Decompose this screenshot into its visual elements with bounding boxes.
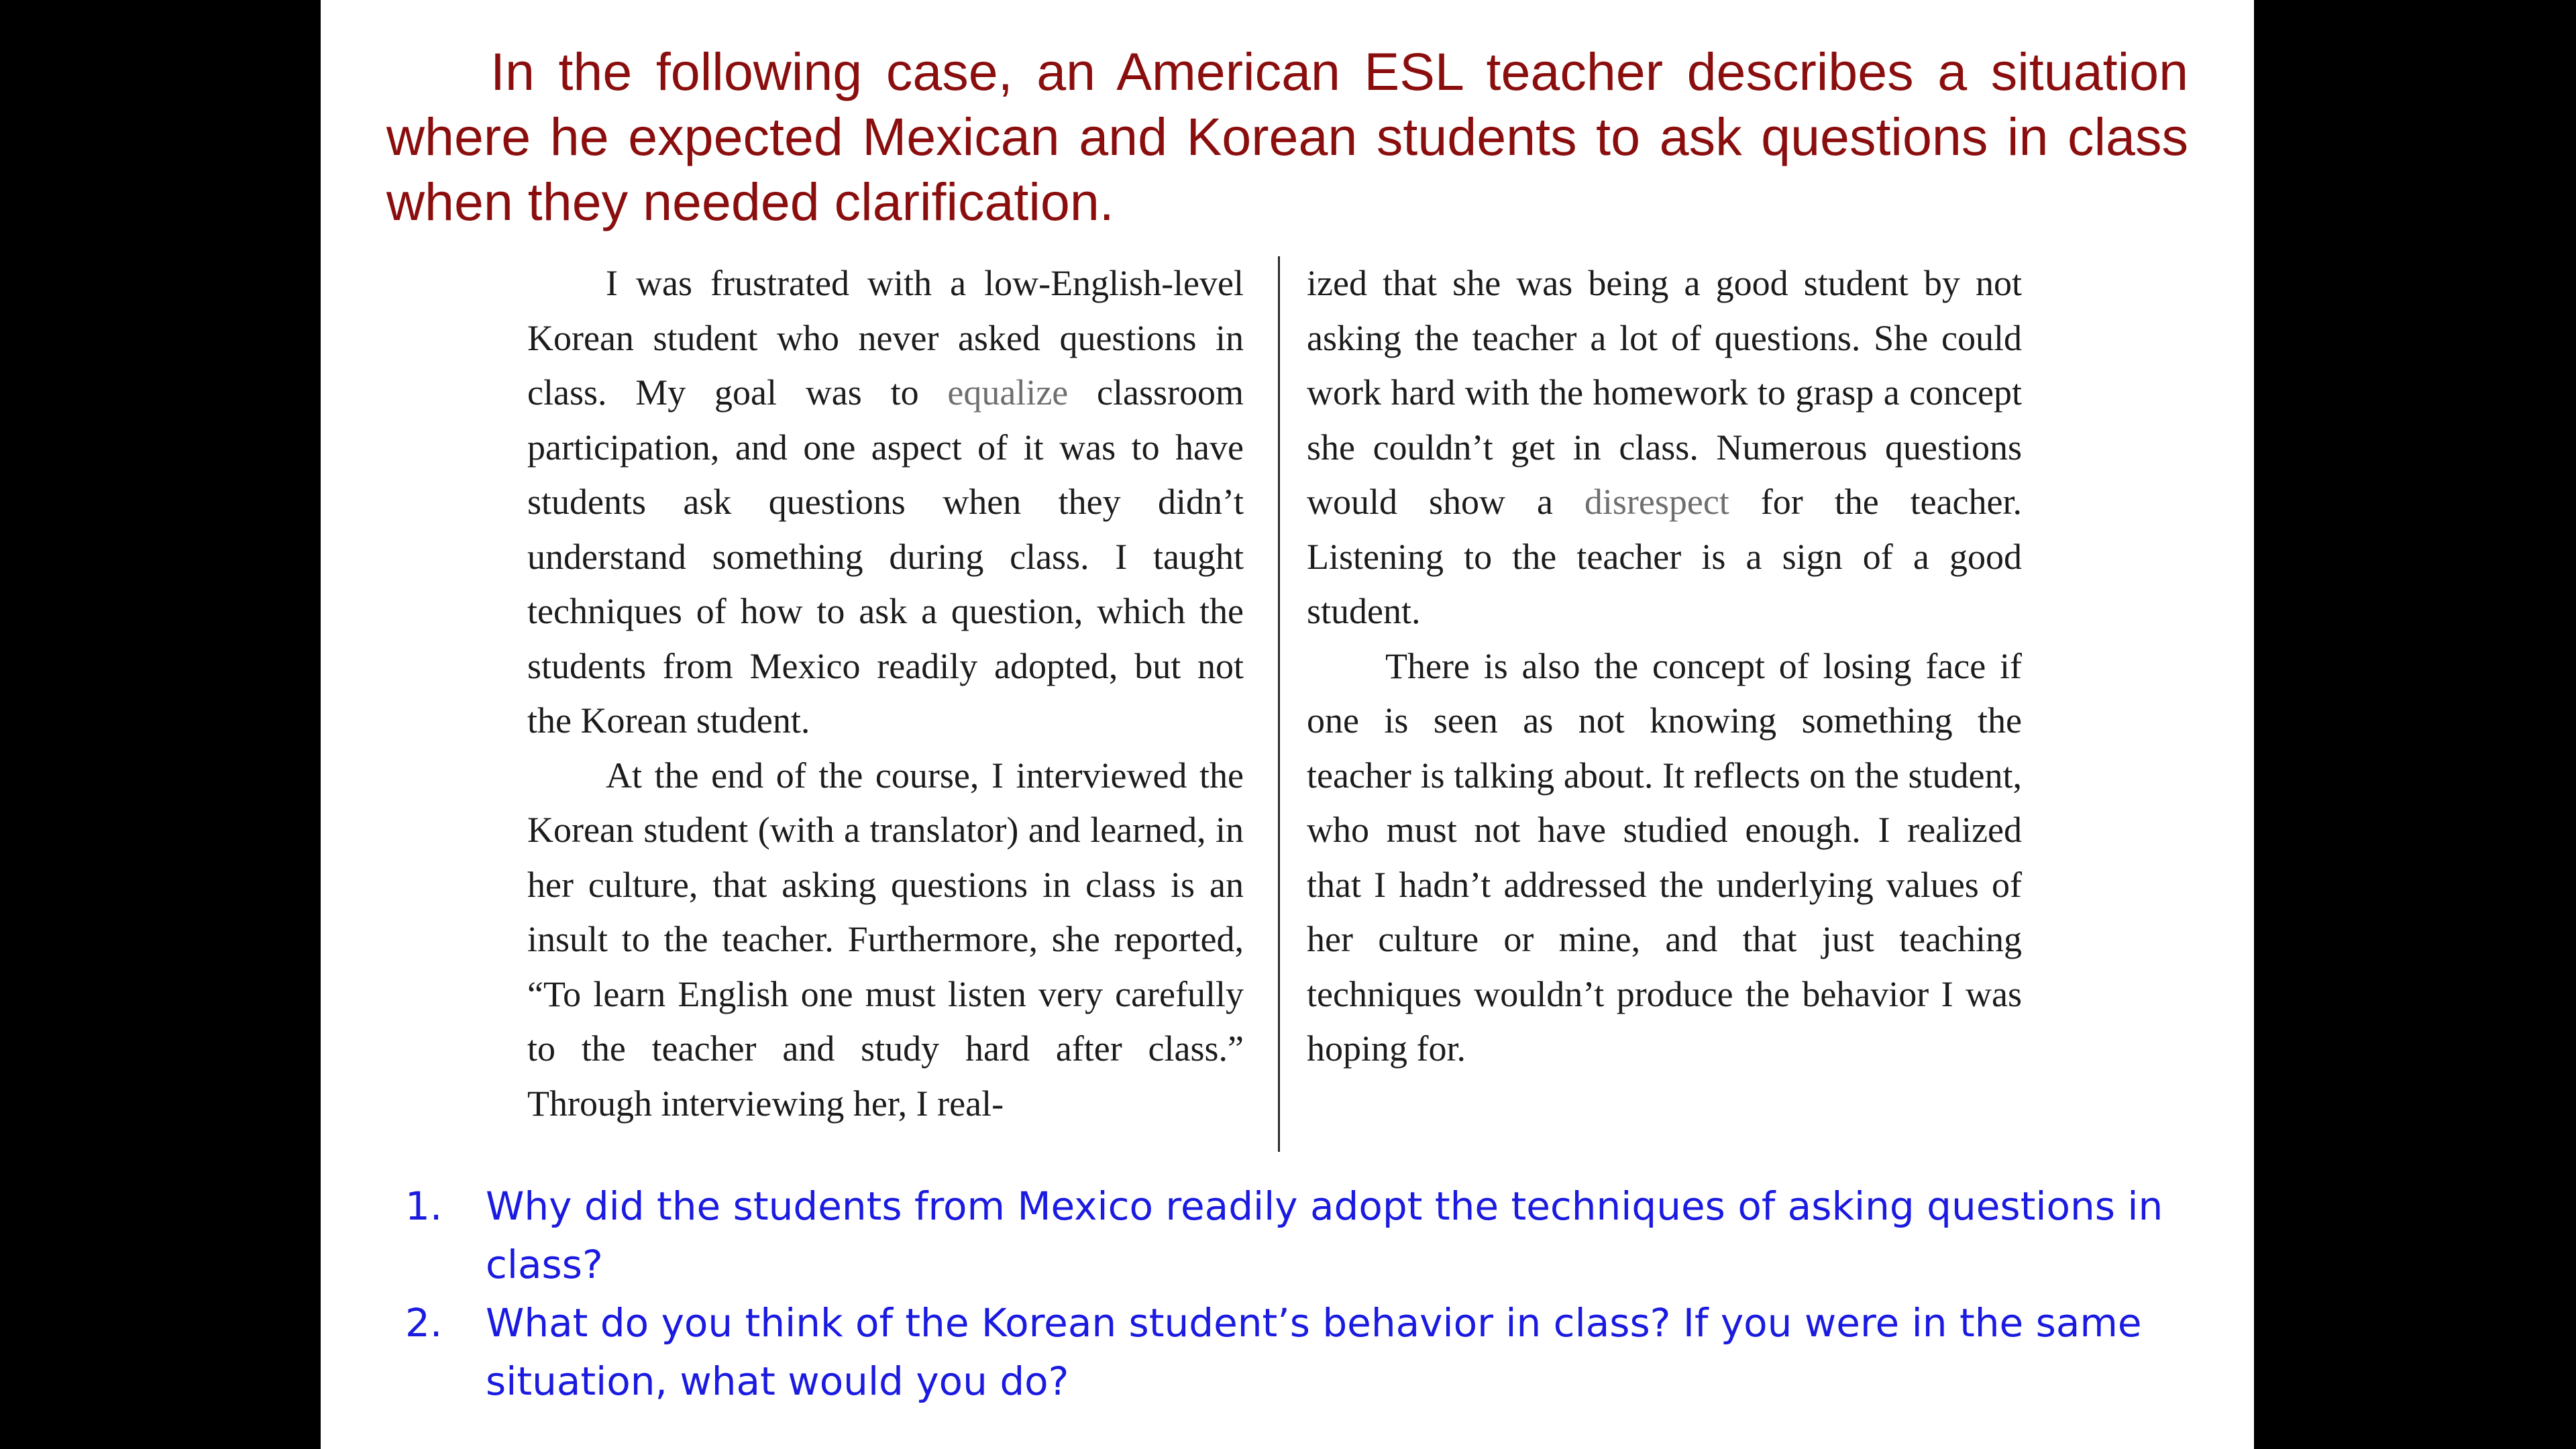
intro-paragraph: In the following case, an American ESL teacher describes a situation where he expected Mexican and Korean students to ask questions in class when they needed clarification.	[386, 42, 2188, 231]
excerpt-text: I was frustrated with a low-English-level Korean student who never asked questions in class. My goal was to	[527, 263, 1244, 413]
excerpt-column-left	[527, 256, 1244, 1131]
question-text: What do you think of the Korean student’s behavior in class? If you were in the same situation, what would you do?	[486, 1300, 2142, 1404]
question-number: 1.	[405, 1183, 443, 1229]
excerpt-paragraph-2: At the end of the course, I interviewed the Korean student (with a translator) and learned, in her culture, that asking questions in class is an insult to the teacher. Furthermore, she reported, “To learn English one must listen very carefully to the teacher and study hard after class.” Through interviewing her, I real-	[527, 755, 1244, 1124]
highlighted-word-disrespect: disrespect	[1584, 482, 1729, 522]
excerpt-paragraph-1	[527, 256, 1244, 749]
highlighted-word-equalize: equalize	[947, 372, 1069, 413]
question-text: Why did the students from Mexico readily adopt the techniques of asking questions in class?	[486, 1183, 2163, 1287]
question-item	[405, 1294, 2190, 1411]
question-number: 2.	[405, 1300, 443, 1346]
excerpt-paragraph-2-continued	[1307, 256, 2022, 639]
excerpt-column-right	[1307, 256, 2022, 1077]
discussion-questions	[405, 1177, 2190, 1411]
question-item	[405, 1177, 2190, 1294]
excerpt-text: ized that she was being a good student by not asking the teacher a lot of questions. She could work hard with the homework to grasp a concept she couldn’t get in class. Numerous questions would show a	[1307, 263, 2022, 522]
column-divider	[1278, 256, 1280, 1152]
excerpt-text: classroom participation, and one aspect of it was to have students ask questions when they didn’t understand something during class. I taught techniques of how to ask a question, which the students from Mexico readily adopted, but not the Korean student.	[527, 372, 1244, 741]
excerpt-text: for the teacher. Listening to the teacher is a sign of a good student.	[1307, 482, 2023, 631]
excerpt-paragraph-3: There is also the concept of losing face if one is seen as not knowing something the teacher is talking about. It reflects on the student, who must not have studied enough. I realized that I hadn’t addressed the underlying values of her culture or mine, and that just teaching techniques wouldn’t produce the behavior I was hoping for.	[1307, 645, 2022, 1069]
